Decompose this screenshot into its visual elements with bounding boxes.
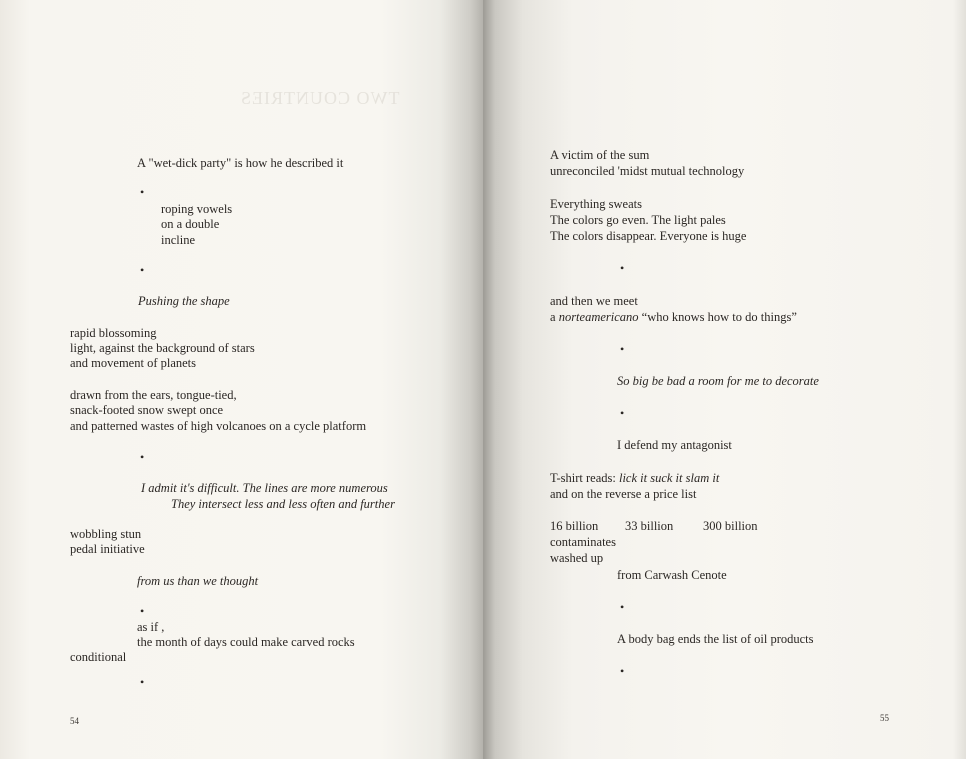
- poem-line: conditional: [70, 650, 127, 664]
- bullet-separator: •: [140, 604, 145, 618]
- text-run-italic: norteamericano: [558, 310, 639, 324]
- poem-line: and patterned wastes of high volcanoes on a cycle platform: [70, 419, 367, 433]
- bullet-separator: •: [140, 263, 145, 277]
- poem-line: snack-footed snow swept once: [70, 403, 224, 417]
- poem-line: Everything sweats: [550, 197, 642, 211]
- poem-line: light, against the background of stars: [70, 341, 255, 355]
- poem-line: wobbling stun: [70, 527, 142, 541]
- poem-line: contaminates: [550, 535, 616, 549]
- poem-line: the month of days could make carved rocks: [137, 635, 355, 649]
- bullet-separator: •: [620, 600, 625, 614]
- poem-line: washed up: [550, 551, 604, 565]
- bleed-through-title: TWO COUNTRIES: [240, 88, 400, 108]
- poem-line: [550, 470, 719, 486]
- poem-line: I defend my antagonist: [617, 438, 732, 452]
- bullet-separator: •: [620, 406, 625, 420]
- poem-line: The colors disappear. Everyone is huge: [550, 229, 747, 243]
- poem-line-italic: So big be bad a room for me to decorate: [617, 374, 819, 388]
- poem-line-italic: They intersect less and less often and further: [171, 497, 395, 511]
- poem-line-italic: I admit it's difficult. The lines are more numerous: [141, 481, 388, 495]
- bullet-separator: •: [620, 664, 625, 678]
- poem-line: drawn from the ears, tongue-tied,: [70, 388, 237, 402]
- poem-line: A "wet-dick party" is how he described it: [137, 156, 344, 170]
- poem-line: A body bag ends the list of oil products: [617, 632, 814, 646]
- poem-line: and movement of planets: [70, 356, 197, 370]
- bullet-separator: •: [620, 261, 625, 275]
- poem-line: The colors go even. The light pales: [550, 213, 726, 227]
- poem-line: and then we meet: [550, 294, 638, 308]
- poem-line: unreconciled 'midst mutual technology: [550, 164, 745, 178]
- text-run: “who knows how to do things”: [638, 310, 797, 324]
- text-run-italic: lick it suck it slam it: [618, 471, 720, 485]
- bullet-separator: •: [140, 675, 145, 689]
- poem-line: roping vowels: [161, 202, 233, 216]
- text-run: T-shirt reads:: [550, 471, 619, 485]
- bullet-separator: •: [140, 185, 145, 199]
- page-number: 54: [70, 716, 79, 726]
- poem-line: A victim of the sum: [550, 148, 650, 162]
- poem-line: [550, 309, 797, 325]
- poem-line: on a double: [161, 217, 220, 231]
- page-number: 55: [880, 713, 889, 723]
- text-run: a: [550, 310, 559, 324]
- poem-line: from Carwash Cenote: [617, 568, 727, 582]
- poem-line: rapid blossoming: [70, 326, 157, 340]
- bullet-separator: •: [620, 342, 625, 356]
- poem-line: 300 billion: [703, 519, 758, 533]
- poem-line: as if ,: [137, 620, 165, 634]
- poem-line: and on the reverse a price list: [550, 487, 697, 501]
- poem-line: 16 billion: [550, 519, 599, 533]
- poem-line: 33 billion: [625, 519, 674, 533]
- poem-line-italic: from us than we thought: [137, 574, 259, 588]
- bullet-separator: •: [140, 450, 145, 464]
- right-page: [483, 0, 966, 759]
- poem-line: pedal initiative: [70, 542, 145, 556]
- poem-line-italic: Pushing the shape: [138, 294, 230, 308]
- poem-line: incline: [161, 233, 196, 247]
